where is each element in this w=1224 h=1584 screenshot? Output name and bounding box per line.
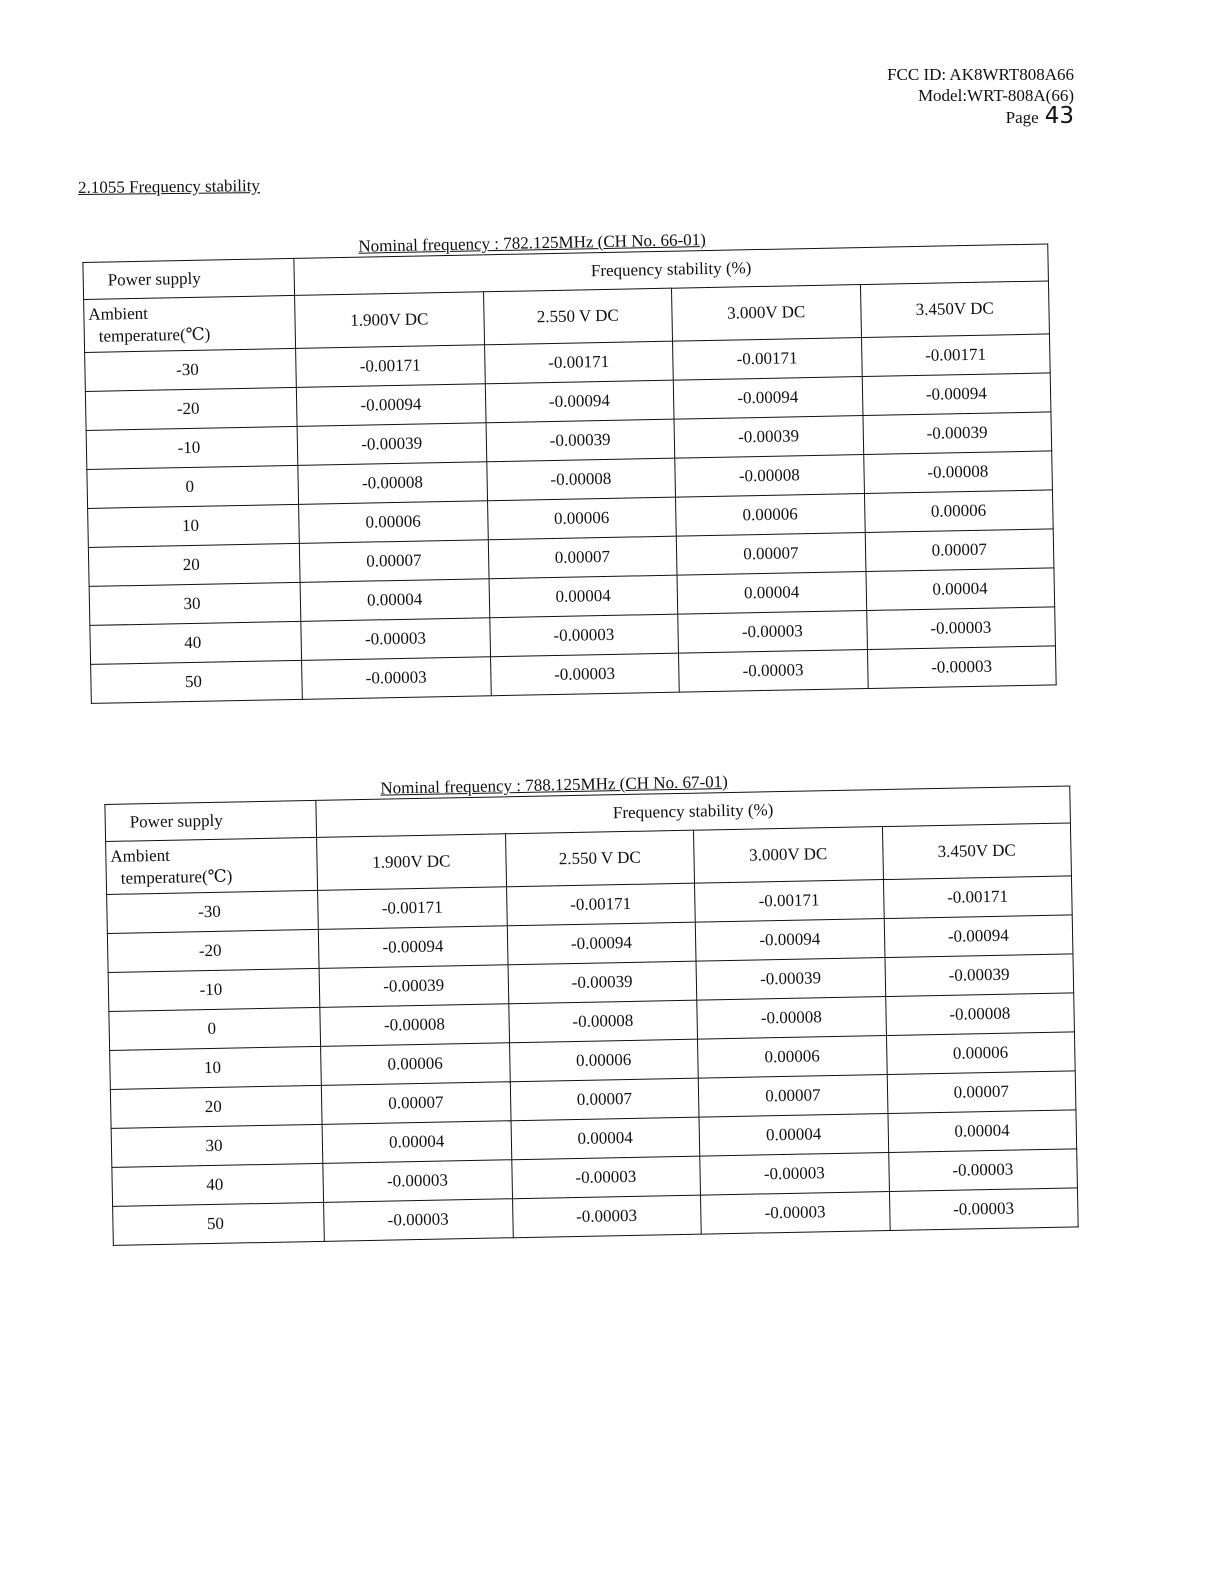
ambient-label-line2: temperature(℃) — [98, 324, 211, 346]
stability-value-cell: -0.00003 — [701, 1192, 890, 1235]
page-header — [887, 64, 1074, 128]
stability-value-cell: 0.00007 — [510, 1078, 699, 1121]
stability-value-cell: 0.00007 — [865, 529, 1054, 572]
stability-value-cell: 0.00006 — [676, 494, 865, 537]
stability-value-cell: -0.00003 — [888, 1149, 1077, 1192]
stability-value-cell: -0.00094 — [695, 919, 884, 962]
nominal-frequency-title: Nominal frequency : 782.125MHz (CH No. 66-01) — [358, 230, 706, 256]
stability-value-cell: -0.00094 — [862, 373, 1051, 416]
stability-value-cell: -0.00003 — [490, 653, 679, 696]
stability-value-cell: -0.00039 — [862, 412, 1051, 455]
stability-value-cell: -0.00039 — [508, 961, 697, 1004]
stability-value-cell: -0.00003 — [489, 614, 678, 657]
stability-value-cell: 0.00004 — [677, 572, 866, 615]
voltage-header: 3.000V DC — [693, 827, 882, 884]
stability-value-cell: -0.00039 — [674, 416, 863, 459]
stability-value-cell: -0.00003 — [301, 618, 490, 661]
stability-value-cell: -0.00008 — [486, 458, 675, 501]
fcc-id: FCC ID: AK8WRT808A66 — [887, 65, 1074, 84]
voltage-header: 1.900V DC — [295, 292, 484, 349]
temperature-cell: -20 — [85, 387, 297, 430]
stability-value-cell: -0.00008 — [298, 462, 487, 505]
stability-value-cell: 0.00004 — [511, 1117, 700, 1160]
frequency-stability-label: Frequency stability (%) — [294, 244, 1049, 295]
temperature-cell: -20 — [107, 929, 319, 972]
ambient-label-line1: Ambient — [88, 303, 149, 324]
stability-value-cell: 0.00007 — [488, 536, 677, 579]
temperature-cell: -10 — [108, 968, 320, 1011]
frequency-stability-table — [104, 785, 1078, 1245]
stability-value-cell: 0.00004 — [865, 568, 1054, 611]
temperature-cell: 40 — [112, 1163, 324, 1206]
stability-value-cell: -0.00008 — [697, 997, 886, 1040]
voltage-header: 1.900V DC — [317, 834, 506, 891]
stability-value-cell: -0.00171 — [484, 341, 673, 384]
temperature-cell: 0 — [87, 465, 299, 508]
stability-value-cell: 0.00006 — [886, 1032, 1075, 1075]
ambient-label-line2: temperature(℃) — [120, 866, 233, 888]
temperature-cell: 50 — [91, 660, 303, 703]
stability-value-cell: -0.00003 — [889, 1188, 1078, 1231]
stability-value-cell: -0.00008 — [320, 1004, 509, 1047]
voltage-header: 3.450V DC — [860, 281, 1049, 338]
stability-value-cell: 0.00007 — [299, 540, 488, 583]
stability-value-cell: 0.00004 — [300, 579, 489, 622]
temperature-cell: 20 — [88, 543, 300, 586]
stability-value-cell: -0.00094 — [884, 915, 1073, 958]
voltage-header: 2.550 V DC — [483, 288, 672, 345]
section-title: 2.1055 Frequency stability — [78, 176, 260, 197]
stability-value-cell: -0.00094 — [507, 922, 696, 965]
ambient-temperature-label — [106, 837, 318, 894]
stability-value-cell: -0.00008 — [508, 1000, 697, 1043]
stability-value-cell: 0.00006 — [864, 490, 1053, 533]
stability-value-cell: -0.00008 — [675, 455, 864, 498]
temperature-cell: 10 — [88, 504, 300, 547]
stability-value-cell: 0.00007 — [676, 533, 865, 576]
stability-value-cell: -0.00003 — [866, 607, 1055, 650]
stability-value-cell: 0.00007 — [321, 1082, 510, 1125]
temperature-cell: 20 — [110, 1085, 322, 1128]
frequency-stability-label: Frequency stability (%) — [316, 786, 1071, 837]
temperature-cell: 30 — [111, 1124, 323, 1167]
stability-value-cell: -0.00003 — [324, 1199, 513, 1242]
frequency-table-block-2 — [104, 765, 1079, 1245]
stability-value-cell: -0.00039 — [297, 423, 486, 466]
page-label: Page — [1005, 108, 1039, 127]
temperature-cell: 40 — [90, 621, 302, 664]
stability-value-cell: -0.00039 — [884, 954, 1073, 997]
stability-value-cell: 0.00006 — [299, 501, 488, 544]
frequency-stability-table — [82, 243, 1056, 703]
stability-value-cell: -0.00008 — [885, 993, 1074, 1036]
temperature-cell: -30 — [107, 890, 319, 933]
temperature-cell: 0 — [109, 1007, 321, 1050]
power-supply-label: Power supply — [105, 800, 317, 841]
temperature-cell: 30 — [89, 582, 301, 625]
ambient-temperature-label — [84, 295, 296, 352]
stability-value-cell: -0.00003 — [679, 650, 868, 693]
stability-value-cell: -0.00094 — [318, 926, 507, 969]
stability-value-cell: -0.00171 — [296, 345, 485, 388]
stability-value-cell: 0.00006 — [509, 1039, 698, 1082]
stability-value-cell: -0.00171 — [673, 338, 862, 381]
stability-value-cell: -0.00008 — [863, 451, 1052, 494]
stability-value-cell: -0.00171 — [861, 334, 1050, 377]
model-number: Model:WRT-808A(66) — [917, 86, 1074, 105]
voltage-header: 3.000V DC — [671, 285, 860, 342]
stability-value-cell: -0.00003 — [867, 646, 1056, 689]
stability-value-cell: -0.00039 — [696, 958, 885, 1001]
stability-value-cell: 0.00004 — [699, 1114, 888, 1157]
stability-value-cell: -0.00171 — [318, 887, 507, 930]
stability-value-cell: 0.00004 — [322, 1121, 511, 1164]
stability-value-cell: 0.00007 — [887, 1071, 1076, 1114]
table-body — [83, 244, 1056, 703]
stability-value-cell: -0.00094 — [296, 384, 485, 427]
stability-value-cell: -0.00039 — [486, 419, 675, 462]
page-number-line — [887, 103, 1074, 129]
stability-value-cell: 0.00004 — [887, 1110, 1076, 1153]
stability-value-cell: -0.00003 — [323, 1160, 512, 1203]
temperature-cell: -30 — [85, 348, 297, 391]
stability-value-cell: -0.00171 — [695, 880, 884, 923]
frequency-table-block-1 — [82, 223, 1057, 703]
voltage-header: 3.450V DC — [882, 823, 1071, 880]
stability-value-cell: -0.00003 — [511, 1156, 700, 1199]
ambient-label-line1: Ambient — [110, 845, 171, 866]
page-number: 43 — [1044, 103, 1074, 129]
stability-value-cell: 0.00006 — [698, 1036, 887, 1079]
stability-value-cell: -0.00171 — [506, 883, 695, 926]
stability-value-cell: -0.00094 — [485, 380, 674, 423]
temperature-cell: 10 — [110, 1046, 322, 1089]
stability-value-cell: -0.00003 — [678, 611, 867, 654]
table-body — [105, 786, 1078, 1245]
stability-value-cell: -0.00171 — [883, 876, 1072, 919]
temperature-cell: 50 — [113, 1202, 325, 1245]
stability-value-cell: -0.00039 — [319, 965, 508, 1008]
stability-value-cell: 0.00004 — [489, 575, 678, 618]
voltage-header: 2.550 V DC — [505, 830, 694, 887]
stability-value-cell: -0.00094 — [673, 377, 862, 420]
stability-value-cell: -0.00003 — [700, 1153, 889, 1196]
stability-value-cell: 0.00007 — [698, 1075, 887, 1118]
power-supply-label: Power supply — [83, 258, 295, 299]
stability-value-cell: 0.00006 — [487, 497, 676, 540]
stability-value-cell: -0.00003 — [302, 657, 491, 700]
stability-value-cell: -0.00003 — [512, 1195, 701, 1238]
stability-value-cell: 0.00006 — [321, 1043, 510, 1086]
temperature-cell: -10 — [86, 426, 298, 469]
nominal-frequency-title: Nominal frequency : 788.125MHz (CH No. 67-01) — [380, 772, 728, 798]
